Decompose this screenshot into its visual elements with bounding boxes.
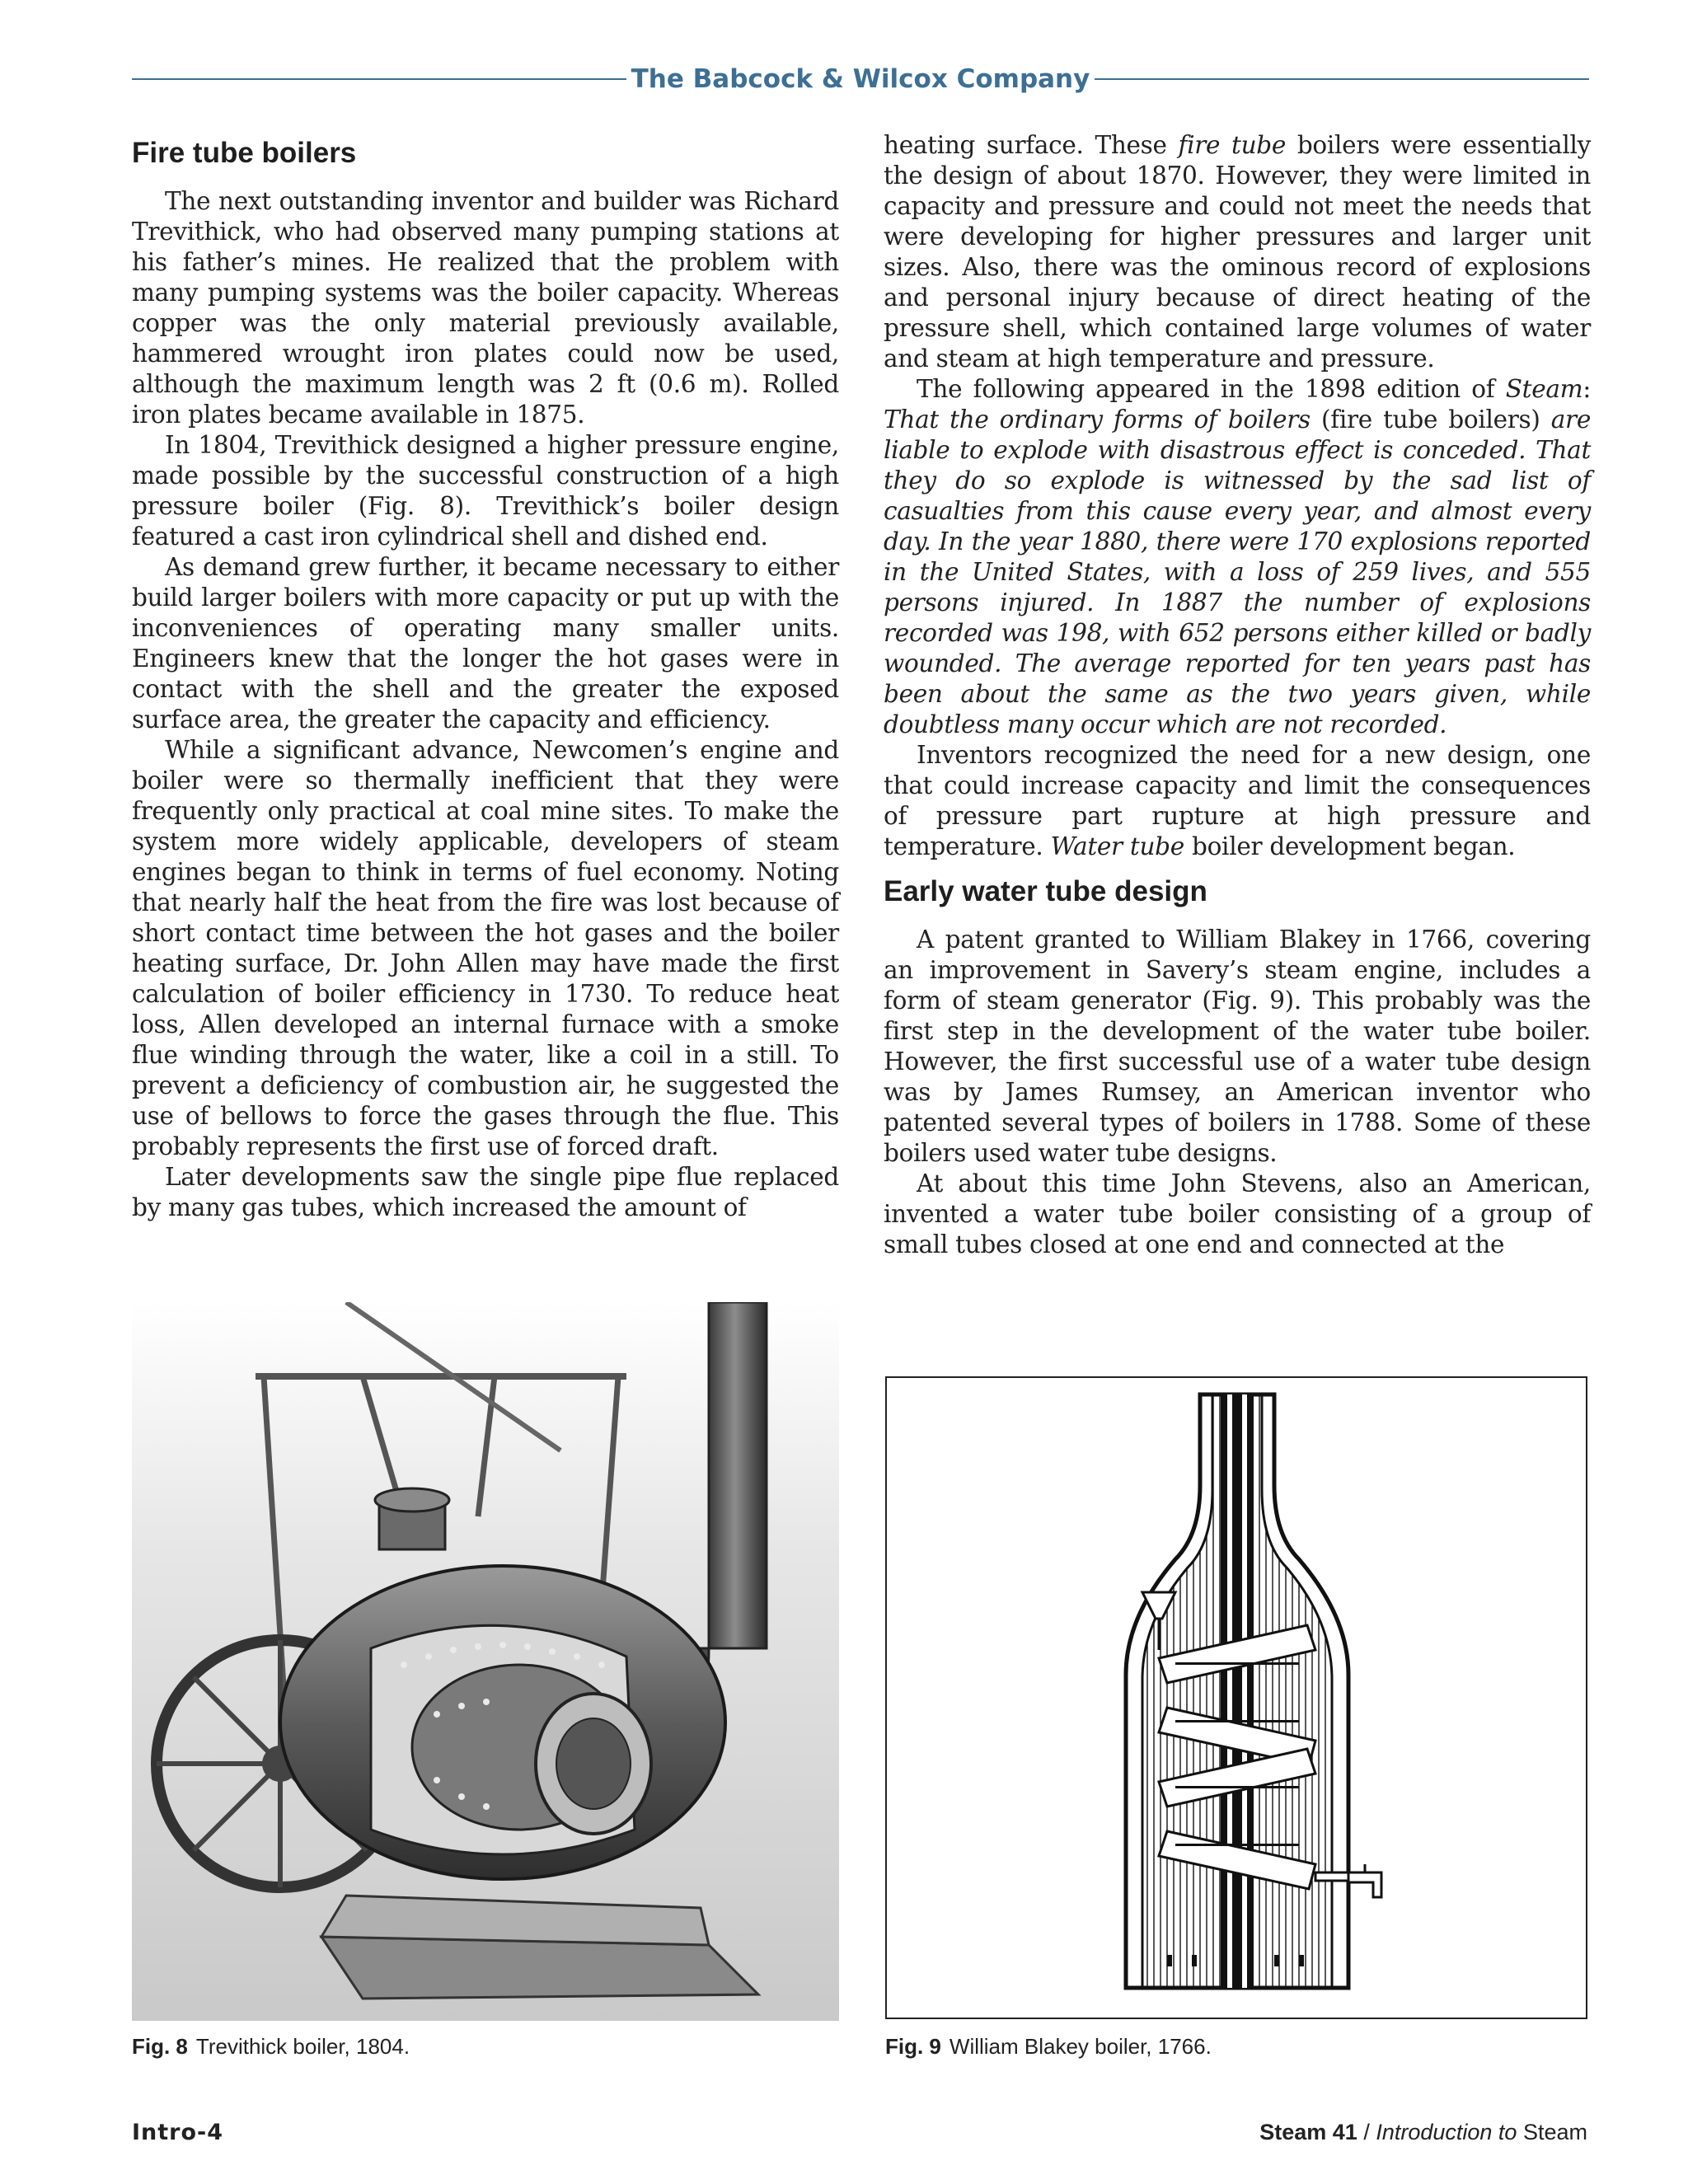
page-header [132, 58, 1589, 101]
header-rule-right [1095, 78, 1589, 80]
figure-9-blakey-boiler-diagram [885, 1376, 1587, 2019]
section-heading-fire-tube: Fire tube boilers [132, 137, 357, 169]
figure-8-label: Fig. 8 [132, 2034, 188, 2059]
left-column [132, 130, 839, 1223]
running-footer: Steam 41 / Introduction to Steam [1259, 2120, 1587, 2144]
emphasis: Water tube [1050, 832, 1184, 860]
paragraph-quote: The following appeared in the 1898 edition of Steam: That the ordinary forms of boilers (fire tube boilers) are liable to explode with disastrous effect is conceded. That they do so explode is witnessed by the sad list of casualties from this cause every year, and almost every day. In the year 1880, there were 170 explosions reported in the United States, with a loss of 259 lives, and 555 persons injured. In 1887 the number of explosions recorded was 198, with 652 persons either killed or badly wounded. The average reported for ten years past has been about the same as the two years given, while doubtless many occur which are not recorded. [884, 375, 1591, 738]
paragraph: Later developments saw the single pipe flue replaced by many gas tubes, which increased the amount of [132, 1163, 839, 1221]
emphasis: are liable to explode with disastrous effect is conceded. That they do so explode is witnessed by the sad list of casualties from this cause every year, and almost every day. In the year 1880, there were 170 explosions reported in the United States, with a loss of 259 lives, and 555 persons injured. In 1887 the number of explosions recorded was 198, with 652 persons either killed or badly wounded. The average reported for ten years past has been about the same as the two years given, while doubtless many occur which are not recorded. [884, 405, 1591, 738]
paragraph: At about this time John Stevens, also an American, invented a water tube boiler consisting of a group of small tubes closed at one end and connected at the [884, 1169, 1591, 1258]
paragraph: While a significant advance, Newcomen’s engine and boiler were so thermally inefficient that they were frequently only practical at coal mine sites. To make the system more widely applicable, developers of steam engines began to think in terms of fuel economy. Noting that nearly half the heat from the fire was lost because of short contact time between the hot gases and the boiler heating surface, Dr. John Allen may have made the first calculation of boiler efficiency in 1730. To reduce heat loss, Allen developed an internal furnace with a smoke flue winding through the water, like a coil in a still. To prevent a deficiency of combustion air, he suggested the use of bellows to force the gases through the flue. This probably represents the first use of forced draft. [132, 736, 839, 1160]
figure-8-caption: Fig. 8 Trevithick boiler, 1804. [132, 2034, 410, 2059]
emphasis: fire tube [1178, 131, 1287, 159]
trevithick-boiler-drawing [132, 1302, 839, 2021]
figure-9-label: Fig. 9 [885, 2034, 941, 2059]
paragraph: Inventors recognized the need for a new design, one that could increase capacity and limit the consequences of pressure part rupture at high pressure and temperature. Water tube boiler development began. [884, 741, 1591, 860]
figure-9-caption: Fig. 9 William Blakey boiler, 1766. [885, 2034, 1212, 2059]
figure-8-trevithick-boiler-illustration [132, 1302, 839, 2021]
right-column [884, 130, 1591, 1260]
section-heading-water-tube: Early water tube design [884, 875, 1207, 907]
paragraph: A patent granted to William Blakey in 1766, covering an improvement in Savery’s steam engine, includes a form of steam generator (Fig. 9). This probably was the first step in the development of the water tube boiler. However, the first successful use of a water tube design was by James Rumsey, an American inventor who patented several types of boilers in 1788. Some of these boilers used water tube designs. [884, 926, 1591, 1167]
header-title: The Babcock & Wilcox Company [631, 64, 1090, 94]
paragraph: In 1804, Trevithick designed a higher pressure engine, made possible by the successful construction of a high pressure boiler (Fig. 8). Trevithick’s boiler design featured a cast iron cylindrical shell and dished end. [132, 431, 839, 551]
paragraph: heating surface. These fire tube boilers were essentially the design of about 1870. However, they were limited in capacity and pressure and could not meet the needs that were developing for higher pressures and larger unit sizes. Also, there was the ominous record of explosions and personal injury because of direct heating of the pressure shell, which contained large volumes of water and steam at high temperature and pressure. [884, 131, 1591, 373]
page-number: Intro-4 [132, 2120, 224, 2145]
emphasis: Steam [1505, 375, 1583, 403]
emphasis: That the ordinary forms of boilers [884, 405, 1311, 434]
paragraph: The next outstanding inventor and builder was Richard Trevithick, who had observed many pumping stations at his father’s mines. He realized that the problem with many pumping systems was the boiler capacity. Whereas copper was the only material previously available, hammered wrought iron plates could now be used, although the maximum length was 2 ft (0.6 m). Rolled iron plates became available in 1875. [132, 187, 839, 429]
paragraph: As demand grew further, it became necessary to either build larger boilers with more capacity or put up with the inconveniences of operating many smaller units. Engineers knew that the longer the hot gases were in contact with the shell and the greater the exposed surface area, the greater the capacity and efficiency. [132, 553, 839, 733]
blakey-boiler-drawing [887, 1378, 1586, 2018]
